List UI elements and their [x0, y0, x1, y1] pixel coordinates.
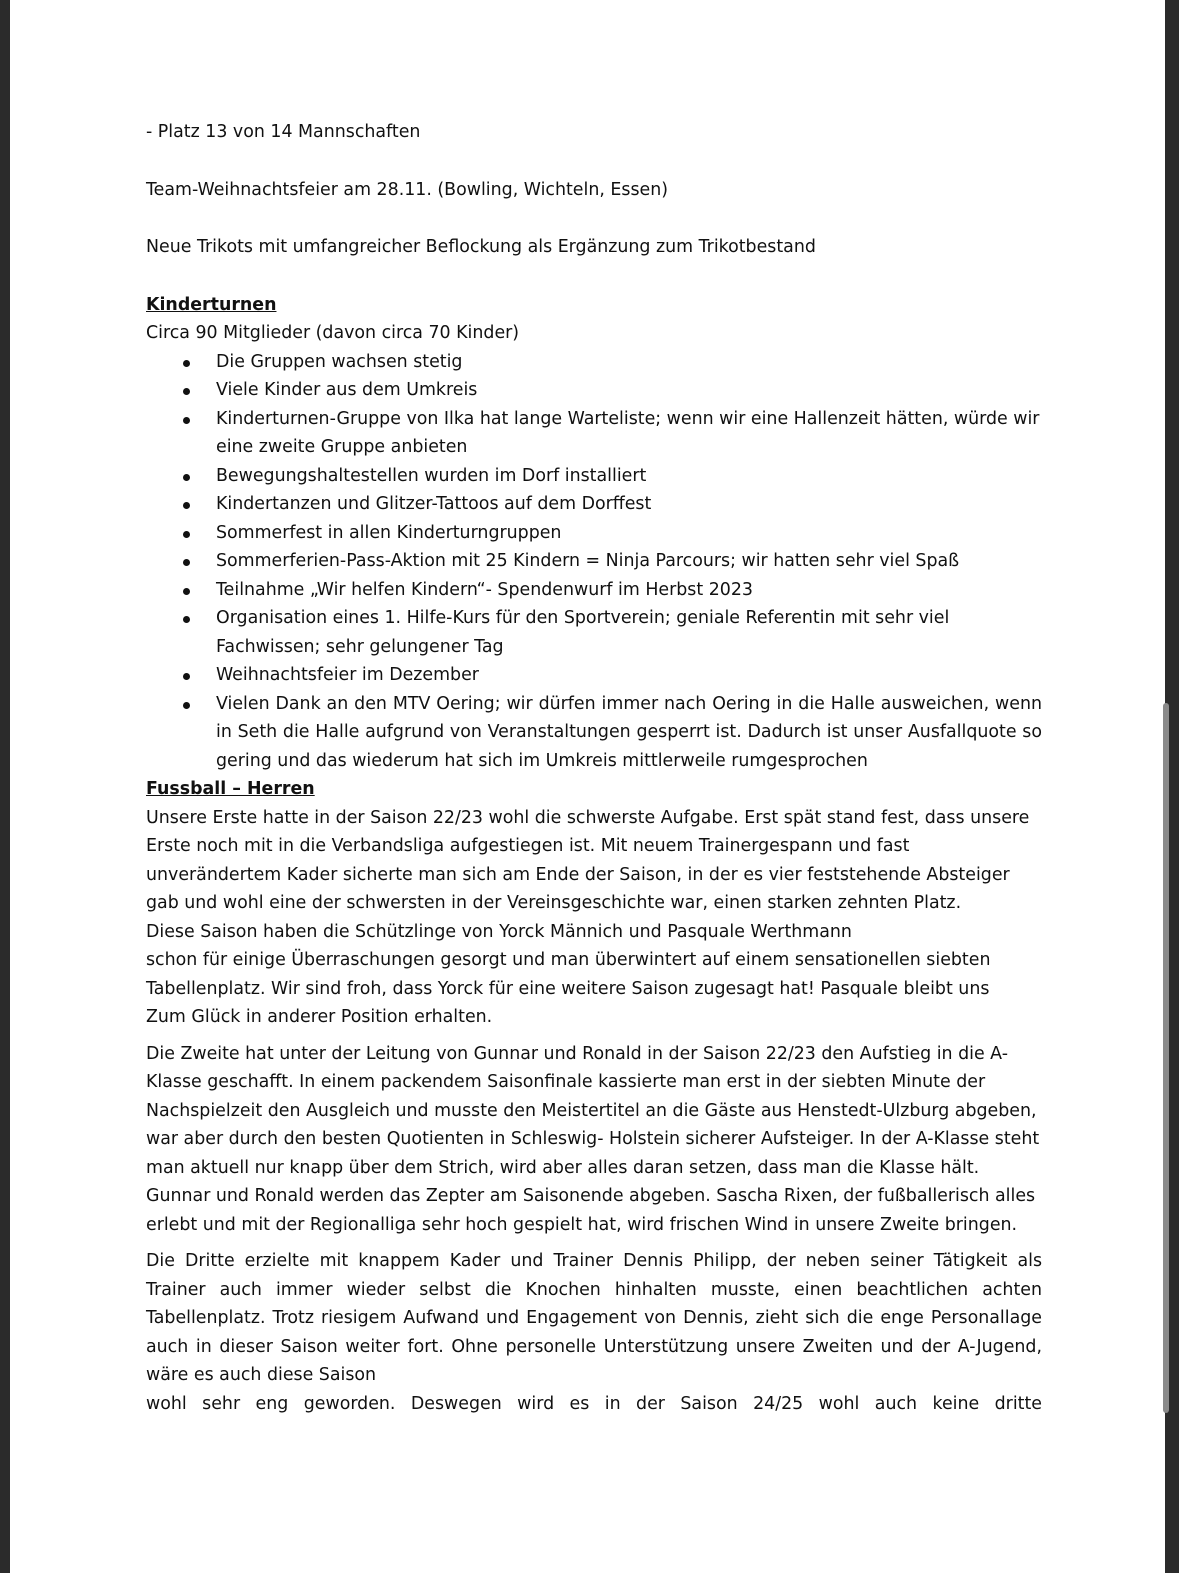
bullet-icon [183, 588, 190, 595]
list-item-text: Sommerferien-Pass-Aktion mit 25 Kindern = Ninja Parcours; wir hatten sehr viel Spaß [216, 551, 960, 571]
paragraph-text: Die Zweite hat unter der Leitung von Gunnar und Ronald in der Saison 22/23 den Aufstieg in die A-Klasse geschafft. In einem packendem Saisonfinale kassierte man erst in der siebten Minute der Nachspielzeit den Ausgleich und musste den Meistertitel an die Gäste aus Henstedt-Ulzburg abgeben, war aber durch den besten Quotienten in Schleswig- Holstein sicherer Aufsteiger. In der A-Klasse steht man aktuell nur knapp über dem Strich, wird aber alles daran setzen, dass man die Klasse hält. [146, 1043, 1040, 1178]
list-item [146, 661, 1042, 690]
paragraph-dritte [146, 1247, 1042, 1418]
list-item [146, 462, 1042, 491]
document-page [10, 0, 1165, 1573]
list-item-text: Die Gruppen wachsen stetig [216, 351, 463, 372]
kinderturnen-summary: Circa 90 Mitglieder (davon circa 70 Kinder) [146, 323, 520, 343]
bullet-icon [183, 502, 190, 509]
list-item-text: Weihnachtsfeier im Dezember [216, 665, 479, 685]
list-item-text: Vielen Dank an den MTV Oering; wir dürfen immer nach Oering in die Halle ausweichen, wenn in Seth die Halle aufgrund von Veranstaltungen gesperrt ist. Dadurch ist unser Ausfallquote so gering und das wiederum hat sich im Umkreis mittlerweile rumgesprochen [216, 693, 1042, 771]
bullet-icon [183, 474, 190, 481]
list-item [146, 405, 1042, 462]
paragraph-text: Unsere Erste hatte in der Saison 22/23 wohl die schwerste Aufgabe. Erst spät stand fest, dass unsere Erste noch mit in die Verbandsliga aufgestiegen ist. Mit neuem Trainergespann und fast unverändertem Kader sicherte man sich am Ende der Saison, in der es vier feststehende Absteiger gab und wohl eine der schwersten in der Vereinsgeschichte war, einen starken zehnten Platz. [146, 807, 1030, 913]
paragraph-text: schon für einige Überraschungen gesorgt und man überwintert auf einem sensationellen siebten [146, 950, 991, 970]
paragraph-text: wohl sehr eng geworden. Deswegen wird es in der Saison 24/25 wohl auch keine dritte [146, 1393, 1042, 1414]
intro-new-jerseys: Neue Trikots mit umfangreicher Beflockung als Ergänzung zum Trikotbestand [146, 237, 816, 257]
list-item [146, 348, 1042, 377]
list-item-text: Sommerfest in allen Kinderturngruppen [216, 522, 562, 543]
bullet-icon [183, 702, 190, 709]
list-item-text: Teilnahme „Wir helfen Kindern“- Spendenwurf im Herbst 2023 [216, 579, 753, 600]
section-heading-kinderturnen: Kinderturnen [146, 294, 277, 315]
page-content [146, 118, 1042, 1418]
paragraph-text: Die Dritte erzielte mit knappem Kader und Trainer Dennis Philipp, der neben seiner Tätigkeit als Trainer auch immer wieder selbst die Knochen hinhalten musste, einen beachtlichen achten Tabellenplatz. Trotz riesigem Aufwand und Engagement von Dennis, zieht sich die enge Personallage auch in dieser Saison weiter fort. Ohne personelle Unterstützung unsere Zweiten und der A-Jugend, wäre es auch diese Saison [146, 1251, 1042, 1385]
bullet-icon [183, 388, 190, 395]
bullet-icon [183, 531, 190, 538]
kinderturnen-list [146, 348, 1042, 776]
intro-christmas-party: Team-Weihnachtsfeier am 28.11. (Bowling, Wichteln, Essen) [146, 179, 669, 200]
paragraph-text: Zum Glück in anderer Position erhalten. [146, 1007, 493, 1027]
section-heading-fussball-herren: Fussball – Herren [146, 779, 315, 799]
list-item-text: Organisation eines 1. Hilfe-Kurs für den Sportverein; geniale Referentin mit sehr viel Fachwissen; sehr gelungener Tag [216, 608, 950, 657]
list-item-text: Kinderturnen-Gruppe von Ilka hat lange Warteliste; wenn wir eine Hallenzeit hätten, würde wir eine zweite Gruppe anbieten [216, 408, 1040, 457]
list-item [146, 576, 1042, 605]
intro-placement: - Platz 13 von 14 Mannschaften [146, 122, 421, 142]
list-item [146, 519, 1042, 548]
paragraph-text: Diese Saison haben die Schützlinge von Yorck Männich und Pasquale Werthmann [146, 921, 852, 942]
list-item-text: Kindertanzen und Glitzer-Tattoos auf dem Dorffest [216, 494, 652, 514]
bullet-icon [183, 417, 190, 424]
paragraph-zweite [146, 1040, 1042, 1240]
paragraph-erste [146, 804, 1042, 1032]
vertical-scrollbar[interactable] [1163, 703, 1169, 1413]
bullet-icon [183, 360, 190, 367]
list-item-text: Viele Kinder aus dem Umkreis [216, 380, 478, 400]
paragraph-text: Gunnar und Ronald werden das Zepter am Saisonende abgeben. Sascha Rixen, der fußballerisch alles erlebt und mit der Regionalliga sehr hoch gespielt hat, wird frischen Wind in unsere Zweite bringen. [146, 1186, 1036, 1235]
list-item [146, 547, 1042, 576]
bullet-icon [183, 616, 190, 623]
list-item [146, 690, 1042, 776]
paragraph-text: Tabellenplatz. Wir sind froh, dass Yorck für eine weitere Saison zugesagt hat! Pasquale bleibt uns [146, 978, 990, 999]
bullet-icon [183, 673, 190, 680]
list-item [146, 604, 1042, 661]
bullet-icon [183, 559, 190, 566]
list-item-text: Bewegungshaltestellen wurden im Dorf installiert [216, 465, 647, 486]
list-item [146, 490, 1042, 519]
list-item [146, 376, 1042, 405]
